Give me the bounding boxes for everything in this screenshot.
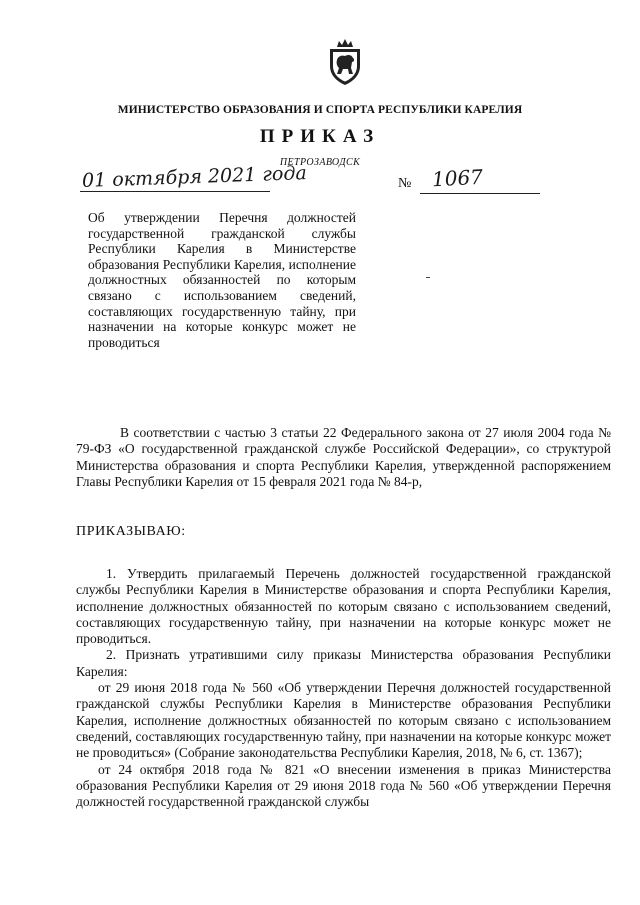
order-word: ПРИКАЗЫВАЮ: [76, 524, 186, 539]
order-item: 1. Утвердить прилагаемый Перечень должностей государственной гражданской службы Республики Карелия в Министерстве образования и спорта Республики Карелия, исполнение должностных обязанностей по которым связано с использованием сведений, составляющих государственную тайну, при назначении на которые конкурс может не проводиться. [76, 566, 611, 647]
order-subject: Об утверждении Перечня должностей государственной гражданской службы Республики Карелия в Министерстве образования Республики Карелия, исполнение должностных обязанностей по которым связано с использованием сведений, составляющих государственную тайну, при назначении на которые конкурс может не проводиться [88, 210, 356, 350]
city-name: ПЕТРОЗАВОДСК [279, 157, 361, 168]
order-items [76, 566, 611, 810]
ministry-name: МИНИСТЕРСТВО ОБРАЗОВАНИЯ И СПОРТА РЕСПУБЛИКИ КАРЕЛИЯ [117, 104, 523, 116]
order-item: 2. Признать утратившими силу приказы Министерства образования Республики Карелия: [76, 647, 611, 679]
scan-mark [426, 277, 430, 278]
coat-of-arms-icon [326, 38, 364, 86]
order-number: 1067 [431, 164, 484, 192]
order-item: от 24 октября 2018 года № 821 «О внесении изменения в приказ Министерства образования Республики Карелия от 29 июня 2018 года № 560 «Об утверждении Перечня должностей государственной гражданской службы [76, 761, 611, 810]
order-title: ПРИКАЗ [259, 126, 381, 147]
number-underline [420, 193, 540, 194]
date-underline [80, 191, 270, 192]
number-sign: № [398, 176, 412, 191]
preamble-paragraph: В соответствии с частью 3 статьи 22 Федерального закона от 27 июля 2004 года № 79-ФЗ «О государственной гражданской службе Российской Федерации», со структурой Министерства образования и спорта Республики Карелия, утвержденной распоряжением Главы Республики Карелия от 15 февраля 2021 года № 84-р, [76, 425, 611, 489]
order-date: 01 октября 2021 года [81, 162, 308, 192]
order-item: от 29 июня 2018 года № 560 «Об утверждении Перечня должностей государственной гражданской службы Республики Карелия в Министерстве образования Республики Карелия, исполнение должностных обязанностей по которым связано с использованием сведений, составляющих государственную тайну, при назначении на которые конкурс может не проводиться» (Собрание законодательства Республики Карелия, 2018, № 6, ст. 1367); [76, 680, 611, 761]
